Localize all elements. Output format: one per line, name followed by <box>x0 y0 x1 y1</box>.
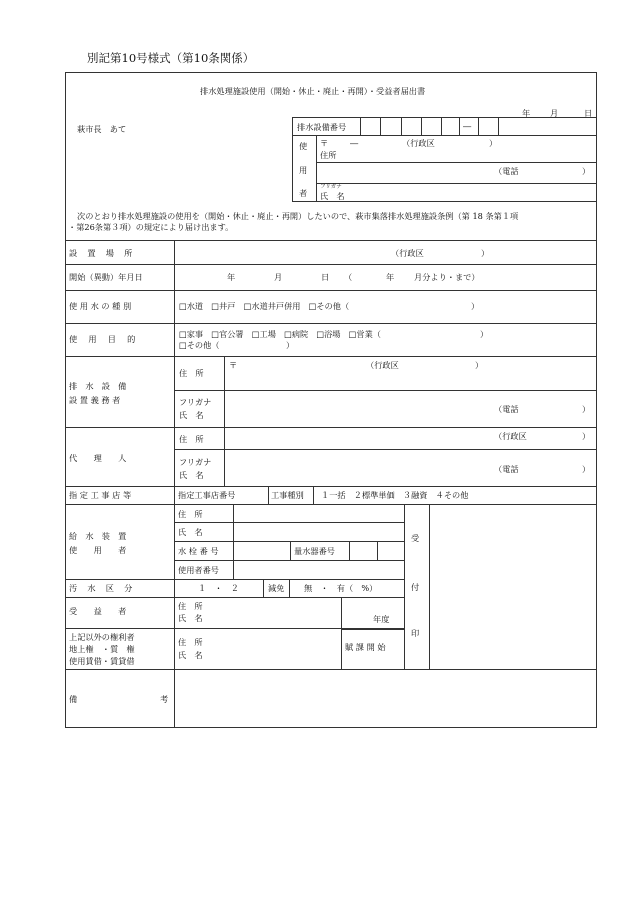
agent-phone: （電話 <box>494 464 519 474</box>
obligor-postal-mark: 〒 <box>229 360 238 370</box>
start-date-year: 年 <box>227 272 236 282</box>
sewage-label: 汚 水 区 分 <box>69 583 134 593</box>
start-date-from-month: 月分より・まで） <box>414 272 480 282</box>
date-month: 月 <box>550 108 559 118</box>
obligor-address-label: 住 所 <box>179 368 204 378</box>
user-label-1: 使 <box>299 141 308 151</box>
sewage-reduction: 減免 <box>268 583 285 593</box>
contractor-label: 指 定 工 事 店 等 <box>69 490 132 500</box>
obligor-ward-close: ） <box>475 360 484 370</box>
supply-address-label: 住 所 <box>178 509 203 519</box>
start-date-label: 開始（異動）年月日 <box>69 272 143 282</box>
applicant-postal-mark: 〒 <box>320 138 329 148</box>
facility-number-dash: ― <box>463 121 472 131</box>
purpose-close-1: ） <box>480 329 489 339</box>
supply-meter-number: 量水器番号 <box>294 546 335 556</box>
receipt-char-3: 印 <box>411 628 420 638</box>
water-type-close: ） <box>471 301 480 311</box>
other-rights-label-3: 使用賃借・賃貸借 <box>69 656 135 666</box>
start-date-from: （ <box>344 272 353 282</box>
start-date-day: 日 <box>321 272 330 282</box>
start-date-from-year: 年 <box>386 272 395 282</box>
water-type-label: 使 用 水 の 種 別 <box>69 301 132 311</box>
agent-furigana: フリガナ <box>179 457 212 467</box>
user-label-3: 者 <box>299 188 308 198</box>
supply-name-label: 氏 名 <box>178 527 203 537</box>
supply-label-1: 給 水 装 置 <box>69 531 127 541</box>
purpose-close-2: ） <box>286 340 295 350</box>
beneficiary-label: 受 益 者 <box>69 606 127 616</box>
addressee: 萩市長 あて <box>77 124 127 134</box>
agent-ward-close: ） <box>582 431 591 441</box>
form-title: 排水処理施設使用（開始・休止・廃止・再開）・受益者届出書 <box>200 86 426 96</box>
assessment-start-label: 賦 課 開 始 <box>345 642 386 652</box>
agent-address-label: 住 所 <box>179 434 204 444</box>
remarks-label-1: 備 <box>69 694 78 704</box>
facility-number-label: 排水設備番号 <box>297 122 347 132</box>
applicant-phone: （電話 <box>494 166 519 176</box>
remarks-label-2: 考 <box>160 694 169 704</box>
supply-label-2: 使 用 者 <box>69 545 127 555</box>
contractor-types: １一括 ２標準単価 ３融資 ４その他 <box>321 490 469 500</box>
sewage-options: １ ・ ２ <box>198 583 239 593</box>
start-date-month: 月 <box>274 272 283 282</box>
form-label: 別記第10号様式（第10条関係） <box>87 51 255 65</box>
purpose-options-2: □その他（ <box>179 340 220 350</box>
obligor-name-label: 氏 名 <box>179 410 204 420</box>
statement-line-1: 次のとおり排水処理施設の使用を（開始・休止・廃止・再開）したいので、萩市集落排水処理施設条例（第 18 条第１項 <box>77 211 519 221</box>
agent-name-label: 氏 名 <box>179 470 204 480</box>
location-label: 設 置 場 所 <box>69 248 134 258</box>
contractor-type-label: 工事種別 <box>271 490 304 500</box>
obligor-label-1: 排 水 設 備 <box>69 381 127 391</box>
applicant-ward-close: ） <box>489 138 498 148</box>
beneficiary-name-label: 氏 名 <box>178 613 203 623</box>
other-rights-name-label: 氏 名 <box>178 650 203 660</box>
supply-user-number: 使用者番号 <box>178 565 219 575</box>
applicant-postal-dash: ― <box>350 138 359 148</box>
supply-tap-number: 水 栓 番 号 <box>178 546 219 556</box>
obligor-phone-close: ） <box>582 404 591 414</box>
applicant-address-label: 住所 <box>320 150 337 160</box>
beneficiary-fiscal-year: 年度 <box>373 614 390 624</box>
user-label-2: 用 <box>299 165 308 175</box>
agent-phone-close: ） <box>582 464 591 474</box>
other-rights-address-label: 住 所 <box>178 637 203 647</box>
location-ward: （行政区 <box>391 248 424 258</box>
water-type-options: □水道 □井戸 □水道井戸併用 □その他（ <box>179 301 350 311</box>
receipt-char-2: 付 <box>411 582 420 592</box>
obligor-phone: （電話 <box>494 404 519 414</box>
agent-label: 代 理 人 <box>69 453 127 463</box>
applicant-phone-close: ） <box>582 166 591 176</box>
statement-line-2: ・第26条第３項）の規定により届け出ます。 <box>68 222 234 232</box>
obligor-furigana: フリガナ <box>179 397 212 407</box>
receipt-char-1: 受 <box>411 533 420 543</box>
other-rights-label-2: 地上権 ・質 権 <box>69 644 135 654</box>
applicant-ward: （行政区 <box>402 138 435 148</box>
date-day: 日 <box>584 108 593 118</box>
purpose-options-1: □家事 □官公署 □工場 □病院 □浴場 □営業（ <box>179 329 381 339</box>
purpose-label: 使 用 目 的 <box>69 334 137 344</box>
location-ward-close: ） <box>481 248 490 258</box>
beneficiary-address-label: 住 所 <box>178 601 203 611</box>
obligor-ward: （行政区 <box>366 360 399 370</box>
agent-ward: （行政区 <box>494 431 527 441</box>
applicant-furigana: フリガナ <box>320 184 342 190</box>
other-rights-label-1: 上記以外の権利者 <box>69 632 135 642</box>
date-year: 年 <box>522 108 531 118</box>
applicant-name-label: 氏 名 <box>320 191 345 201</box>
sewage-presence: 無 ・ 有（ %） <box>304 583 378 593</box>
contractor-number-label: 指定工事店番号 <box>178 490 236 500</box>
obligor-label-2: 設 置 義 務 者 <box>69 395 121 405</box>
